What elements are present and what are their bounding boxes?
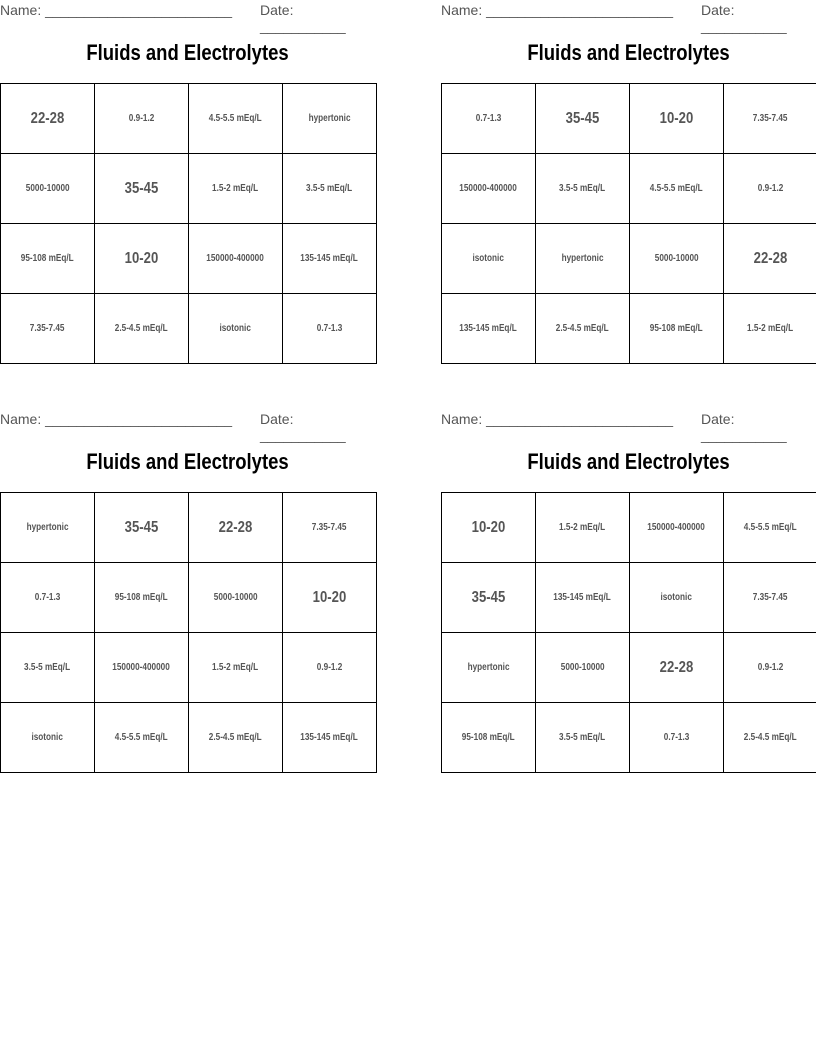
grid-cell (189, 563, 283, 633)
grid-cell (724, 703, 816, 773)
grid-cell (630, 294, 724, 364)
cell-text: 0.9-1.2 (316, 662, 343, 673)
grid-row (1, 294, 377, 364)
cell-text: hypertonic (561, 253, 604, 264)
grid-cell (442, 563, 536, 633)
cell-text: 135-145 mEq/L (459, 323, 518, 334)
cell-text: isotonic (660, 592, 693, 603)
cell-text: hypertonic (26, 522, 69, 533)
grid-cell (536, 84, 630, 154)
grid-cell (283, 154, 377, 224)
date-field: Date: ___________ (260, 411, 346, 443)
cell-text: 0.9-1.2 (757, 662, 784, 673)
grid-cell (724, 294, 816, 364)
cell-text: 1.5-2 mEq/L (212, 183, 259, 194)
cell-text: 22-28 (753, 249, 788, 267)
cell-text: 22-28 (218, 518, 253, 536)
cell-text: 5000-10000 (25, 183, 70, 194)
cell-text: 150000-400000 (206, 253, 265, 264)
cell-text: 10-20 (659, 109, 694, 127)
grid-cell (95, 224, 189, 294)
cell-text: 2.5-4.5 mEq/L (115, 323, 168, 334)
cell-text: 0.7-1.3 (34, 592, 61, 603)
grid-cell (1, 493, 95, 563)
cell-text: 0.9-1.2 (128, 113, 155, 124)
grid-cell (724, 224, 816, 294)
cell-text: hypertonic (308, 113, 351, 124)
bingo-card-3 (0, 409, 375, 743)
grid-row (1, 224, 377, 294)
cell-text: 10-20 (471, 518, 506, 536)
grid-cell (1, 224, 95, 294)
grid-cell (95, 493, 189, 563)
cell-text: 35-45 (471, 588, 506, 606)
grid-cell (1, 633, 95, 703)
grid-row (442, 84, 816, 154)
grid-row (442, 493, 816, 563)
bingo-card-4 (441, 409, 816, 743)
grid-cell (283, 84, 377, 154)
grid-cell (630, 154, 724, 224)
cell-text: 135-145 mEq/L (300, 732, 359, 743)
grid-cell (536, 633, 630, 703)
grid-cell (283, 563, 377, 633)
grid-cell (283, 224, 377, 294)
grid-cell (283, 633, 377, 703)
grid-cell (630, 703, 724, 773)
grid-row (442, 563, 816, 633)
name-field: Name: ________________________ (0, 2, 232, 18)
grid-cell (536, 563, 630, 633)
card-title: Fluids and Electrolytes (527, 40, 730, 65)
grid-cell (724, 563, 816, 633)
grid-cell (724, 633, 816, 703)
cell-text: 4.5-5.5 mEq/L (650, 183, 703, 194)
name-field: Name: ________________________ (441, 411, 673, 427)
grid-cell (189, 224, 283, 294)
cell-text: 4.5-5.5 mEq/L (115, 732, 168, 743)
cell-text: 150000-400000 (459, 183, 518, 194)
grid-cell (536, 493, 630, 563)
grid-cell (189, 84, 283, 154)
cell-text: 35-45 (124, 518, 159, 536)
cell-text: 10-20 (124, 249, 159, 267)
grid-row (442, 633, 816, 703)
name-field: Name: ________________________ (441, 2, 673, 18)
grid-cell (189, 294, 283, 364)
grid-row (1, 154, 377, 224)
grid-cell (283, 493, 377, 563)
name-field: Name: ________________________ (0, 411, 232, 427)
card-title: Fluids and Electrolytes (86, 449, 289, 474)
cell-text: isotonic (219, 323, 252, 334)
bingo-card-2 (441, 0, 816, 334)
cell-text: 35-45 (124, 179, 159, 197)
cell-text: 0.9-1.2 (757, 183, 784, 194)
cell-text: 5000-10000 (560, 662, 605, 673)
grid-cell (189, 154, 283, 224)
cell-text: isotonic (31, 732, 64, 743)
cell-text: 95-108 mEq/L (462, 732, 515, 743)
grid-cell (95, 633, 189, 703)
bingo-grid (441, 492, 816, 773)
grid-cell (724, 493, 816, 563)
grid-cell (95, 84, 189, 154)
grid-cell (442, 224, 536, 294)
card-header (441, 0, 816, 34)
grid-cell (283, 294, 377, 364)
grid-cell (1, 563, 95, 633)
cell-text: 150000-400000 (112, 662, 171, 673)
grid-cell (536, 224, 630, 294)
grid-cell (442, 84, 536, 154)
cell-text: 4.5-5.5 mEq/L (744, 522, 797, 533)
cell-text: 135-145 mEq/L (300, 253, 359, 264)
cell-text: 1.5-2 mEq/L (747, 323, 794, 334)
grid-row (442, 154, 816, 224)
card-header (441, 409, 816, 443)
cell-text: 3.5-5 mEq/L (559, 732, 606, 743)
cell-text: 22-28 (30, 109, 65, 127)
cell-text: 150000-400000 (647, 522, 706, 533)
grid-cell (536, 154, 630, 224)
cell-text: 0.7-1.3 (475, 113, 502, 124)
grid-cell (189, 703, 283, 773)
cell-text: 2.5-4.5 mEq/L (556, 323, 609, 334)
cell-text: 5000-10000 (213, 592, 258, 603)
cell-text: 5000-10000 (654, 253, 699, 264)
grid-row (1, 84, 377, 154)
grid-cell (630, 84, 724, 154)
grid-cell (1, 154, 95, 224)
card-title: Fluids and Electrolytes (527, 449, 730, 474)
cell-text: isotonic (472, 253, 505, 264)
card-header (0, 0, 375, 34)
grid-row (1, 633, 377, 703)
bingo-grid (441, 83, 816, 364)
grid-cell (95, 563, 189, 633)
cell-text: 3.5-5 mEq/L (306, 183, 353, 194)
cell-text: 2.5-4.5 mEq/L (744, 732, 797, 743)
grid-cell (442, 154, 536, 224)
date-field: Date: ___________ (701, 411, 787, 443)
grid-cell (442, 633, 536, 703)
cell-text: hypertonic (467, 662, 510, 673)
grid-cell (189, 493, 283, 563)
card-title: Fluids and Electrolytes (86, 40, 289, 65)
cell-text: 7.35-7.45 (753, 113, 788, 124)
grid-row (1, 493, 377, 563)
grid-cell (283, 703, 377, 773)
grid-cell (442, 493, 536, 563)
grid-row (442, 294, 816, 364)
grid-cell (630, 493, 724, 563)
grid-row (442, 703, 816, 773)
cell-text: 4.5-5.5 mEq/L (209, 113, 262, 124)
grid-row (1, 703, 377, 773)
cell-text: 35-45 (565, 109, 600, 127)
grid-cell (630, 224, 724, 294)
grid-cell (189, 633, 283, 703)
grid-cell (536, 294, 630, 364)
grid-cell (95, 703, 189, 773)
grid-cell (95, 294, 189, 364)
date-field: Date: ___________ (260, 2, 346, 34)
cell-text: 2.5-4.5 mEq/L (209, 732, 262, 743)
bingo-grid (0, 83, 377, 364)
cell-text: 95-108 mEq/L (115, 592, 168, 603)
cell-text: 1.5-2 mEq/L (212, 662, 259, 673)
cell-text: 3.5-5 mEq/L (559, 183, 606, 194)
cell-text: 0.7-1.3 (316, 323, 343, 334)
date-field: Date: ___________ (701, 2, 787, 34)
cell-text: 7.35-7.45 (753, 592, 788, 603)
cell-text: 7.35-7.45 (30, 323, 65, 334)
cell-text: 135-145 mEq/L (553, 592, 612, 603)
bingo-card-1 (0, 0, 375, 334)
cell-text: 7.35-7.45 (312, 522, 347, 533)
grid-cell (95, 154, 189, 224)
grid-cell (724, 84, 816, 154)
grid-row (442, 224, 816, 294)
grid-cell (536, 703, 630, 773)
cell-text: 95-108 mEq/L (650, 323, 703, 334)
grid-cell (630, 633, 724, 703)
cell-text: 95-108 mEq/L (21, 253, 74, 264)
grid-row (1, 563, 377, 633)
grid-cell (442, 703, 536, 773)
cell-text: 1.5-2 mEq/L (559, 522, 606, 533)
grid-cell (1, 294, 95, 364)
grid-cell (442, 294, 536, 364)
cell-text: 3.5-5 mEq/L (24, 662, 71, 673)
cell-text: 0.7-1.3 (663, 732, 690, 743)
card-header (0, 409, 375, 443)
grid-cell (724, 154, 816, 224)
cell-text: 22-28 (659, 658, 694, 676)
grid-cell (630, 563, 724, 633)
grid-cell (1, 703, 95, 773)
bingo-grid (0, 492, 377, 773)
grid-cell (1, 84, 95, 154)
cell-text: 10-20 (312, 588, 347, 606)
